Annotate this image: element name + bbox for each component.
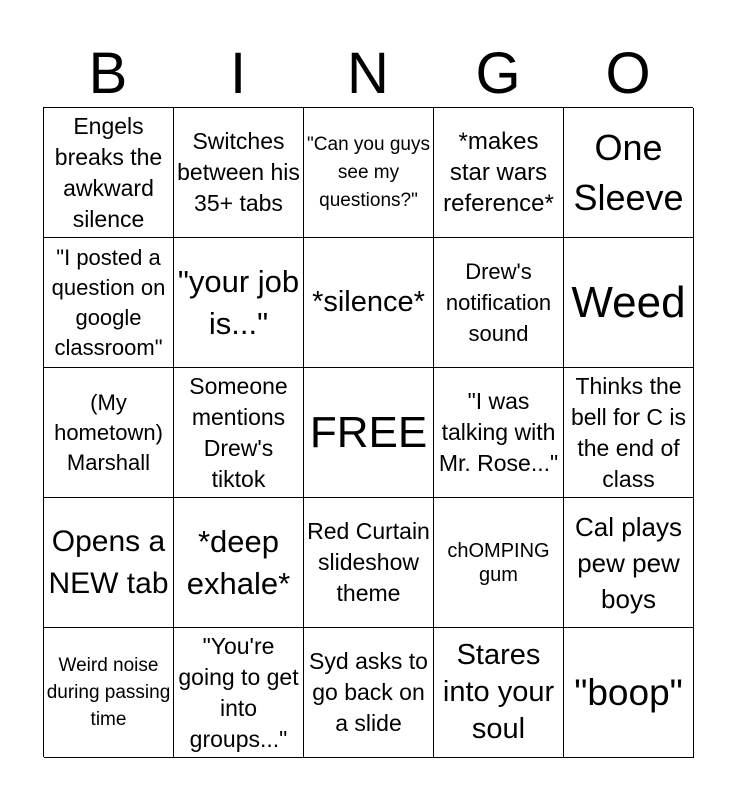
bingo-cell-4-5[interactable]: [564, 498, 694, 628]
cell-text: Thinks the bell for C is the end of class: [570, 372, 687, 492]
cell-text: chOMPING gum: [447, 539, 550, 586]
cell-text: Stares into your soul: [442, 639, 555, 745]
bingo-cell-5-3[interactable]: [304, 628, 434, 758]
bingo-cell-3-1[interactable]: [44, 368, 174, 498]
bingo-cell-1-1[interactable]: [44, 108, 174, 238]
cell-text: *silence*: [312, 286, 425, 318]
bingo-cell-1-5[interactable]: [564, 108, 694, 238]
cell-text: "your job is...": [177, 263, 300, 341]
cell-text: *deep exhale*: [186, 523, 291, 601]
cell-text: One Sleeve: [573, 126, 684, 218]
bingo-cell-2-3[interactable]: [304, 238, 434, 368]
cell-text: Weird noise during passing time: [46, 655, 171, 730]
bingo-cell-2-5[interactable]: [564, 238, 694, 368]
bingo-cell-3-5[interactable]: [564, 368, 694, 498]
cell-text: Opens a NEW tab: [48, 524, 169, 600]
cell-text: Switches between his 35+ tabs: [177, 128, 300, 216]
bingo-cell-1-3[interactable]: [304, 108, 434, 238]
bingo-cell-5-4[interactable]: [434, 628, 564, 758]
header-letter-g: G: [475, 41, 521, 106]
header-letter-n: N: [347, 41, 389, 106]
cell-text: Weed: [571, 277, 686, 327]
bingo-cell-4-2[interactable]: [174, 498, 304, 628]
cell-text: Engels breaks the awkward silence: [54, 112, 163, 232]
bingo-cell-2-4[interactable]: [434, 238, 564, 368]
cell-text: Cal plays pew pew boys: [575, 511, 682, 614]
bingo-board: [43, 107, 693, 757]
bingo-cell-1-2[interactable]: [174, 108, 304, 238]
bingo-header: [43, 42, 693, 106]
bingo-cell-5-5[interactable]: [564, 628, 694, 758]
bingo-cell-4-1[interactable]: [44, 498, 174, 628]
cell-text: "I posted a question on google classroom": [51, 244, 166, 360]
bingo-cell-5-1[interactable]: [44, 628, 174, 758]
header-letter-o: O: [605, 41, 651, 106]
header-letter-b: B: [88, 41, 128, 106]
cell-text: (My hometown) Marshall: [54, 389, 163, 475]
header-letter-i: I: [229, 41, 247, 106]
bingo-cell-3-4[interactable]: [434, 368, 564, 498]
cell-text: Red Curtain slideshow theme: [307, 518, 430, 606]
cell-text: Someone mentions Drew's tiktok: [189, 372, 288, 492]
bingo-cell-2-1[interactable]: [44, 238, 174, 368]
bingo-cell-3-2[interactable]: [174, 368, 304, 498]
cell-text: FREE: [309, 407, 428, 457]
bingo-cell-3-3[interactable]: [304, 368, 434, 498]
cell-text: Drew's notification sound: [445, 259, 552, 346]
bingo-cell-4-4[interactable]: [434, 498, 564, 628]
cell-text: "You're going to get into groups...": [178, 632, 299, 752]
bingo-cell-4-3[interactable]: [304, 498, 434, 628]
bingo-cell-5-2[interactable]: [174, 628, 304, 758]
cell-text: "Can you guys see my questions?": [307, 133, 430, 211]
cell-text: "boop": [574, 671, 683, 713]
bingo-cell-2-2[interactable]: [174, 238, 304, 368]
cell-text: *makes star wars reference*: [443, 128, 554, 217]
bingo-cell-1-4[interactable]: [434, 108, 564, 238]
cell-text: "I was talking with Mr. Rose...": [438, 388, 559, 476]
cell-text: Syd asks to go back on a slide: [309, 648, 428, 736]
